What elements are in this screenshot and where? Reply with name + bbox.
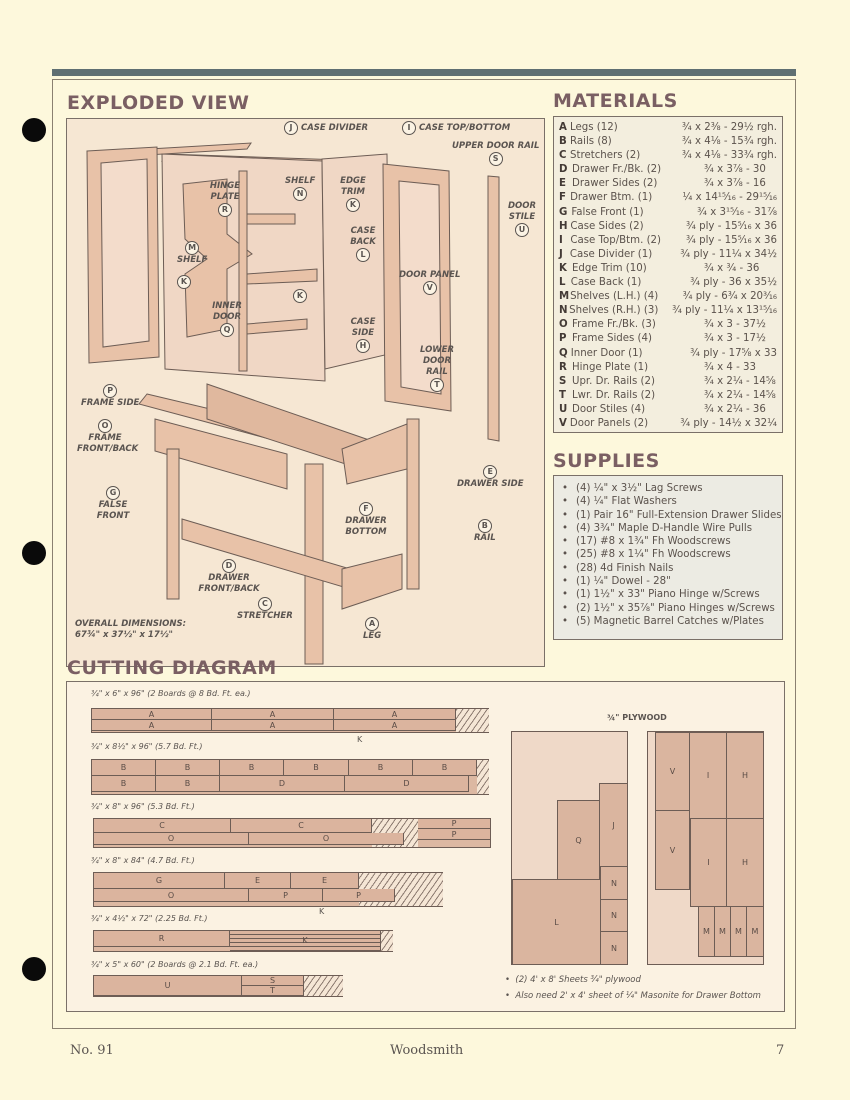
piece-k: K [230, 931, 381, 951]
material-dims: ¾ ply - 6¾ x 20³⁄₁₆ [682, 291, 777, 303]
cutting-diagram-title: CUTTING DIAGRAM [67, 657, 277, 679]
supplies-row [562, 495, 774, 508]
piece-b: B [349, 760, 413, 776]
piece-b: B [156, 760, 220, 776]
materials-row [559, 234, 777, 248]
material-dims: ¾ ply - 14½ x 32¼ [680, 417, 777, 429]
piece-m: M [714, 906, 731, 957]
material-name: Door Stiles (4) [572, 403, 646, 415]
callout-n: SHELF N [285, 176, 315, 201]
board-4-label: ¾" x 8" x 84" (4.7 Bd. Ft.) [91, 856, 195, 865]
bullet-icon: • [562, 576, 569, 588]
callout-t: LOWER DOOR RAIL T [412, 345, 462, 392]
plywood-note-2: • Also need 2' x 4' sheet of ¼" Masonite for Drawer Bottom [505, 991, 761, 1001]
piece-p: P [418, 819, 491, 829]
materials-row [559, 375, 777, 389]
piece-d: D [220, 776, 345, 792]
callout-k-middle: K [293, 289, 307, 303]
piece-b: B [284, 760, 349, 776]
material-letter: N [559, 305, 568, 317]
material-letter: O [559, 319, 568, 331]
board-1-label: ¾" x 6" x 96" (2 Boards @ 8 Bd. Ft. ea.) [91, 689, 251, 698]
supply-text: (28) 4d Finish Nails [576, 562, 674, 574]
piece-c: C [231, 819, 372, 833]
plywood-title: ¾" PLYWOOD [607, 713, 667, 722]
material-letter: M [559, 291, 570, 303]
bullet-icon: • [562, 615, 569, 627]
callout-e: E DRAWER SIDE [457, 467, 524, 489]
materials-row [559, 206, 777, 220]
material-letter: E [559, 178, 566, 190]
material-name: Upr. Dr. Rails (2) [572, 375, 655, 387]
material-letter: K [559, 262, 567, 274]
board-6-label: ¾" x 5" x 60" (2 Boards @ 2.1 Bd. Ft. ea.) [91, 960, 259, 969]
materials-row [559, 290, 777, 304]
piece-t: T [242, 986, 304, 996]
piece-b: B [92, 760, 156, 776]
material-dims: ¾ ply - 15⁵⁄₁₆ x 36 [686, 220, 777, 232]
material-letter: C [559, 150, 567, 162]
material-letter: T [559, 389, 566, 401]
piece-p: P [418, 829, 491, 840]
materials-row [559, 191, 777, 205]
materials-row [559, 121, 777, 135]
waste-area [381, 931, 393, 951]
supply-text: (4) ¼" x 3½" Lag Screws [576, 483, 703, 494]
materials-row [559, 318, 777, 332]
material-letter: U [559, 403, 568, 415]
materials-title: MATERIALS [553, 90, 678, 112]
bullet-icon: • [562, 522, 569, 534]
waste-area [477, 760, 489, 794]
material-letter: A [559, 122, 567, 133]
piece-a: A [334, 720, 456, 731]
callout-v: DOOR PANEL V [399, 270, 460, 295]
material-dims: ¾ x 3⅞ - 30 [704, 164, 766, 176]
callout-f: F DRAWER BOTTOM [345, 504, 387, 537]
piece-m: M [746, 906, 764, 957]
piece-n: N [600, 899, 628, 932]
piece-p: P [323, 889, 395, 902]
supply-text: (2) 1½" x 35⅞" Piano Hinges w/Screws [576, 602, 775, 614]
materials-row [559, 332, 777, 346]
material-letter: J [559, 248, 563, 260]
cutting-diagram [66, 681, 785, 1012]
materials-row [559, 403, 777, 417]
callout-b: B RAIL [474, 521, 496, 543]
materials-list [553, 116, 783, 433]
binder-hole-top [22, 118, 46, 142]
binder-hole-middle [22, 541, 46, 565]
header-rule [52, 69, 796, 76]
material-name: Frame Fr./Bk. (3) [572, 319, 656, 331]
materials-row [559, 177, 777, 191]
piece-b: B [92, 776, 156, 792]
board-4 [93, 872, 443, 907]
piece-c: C [94, 819, 231, 833]
piece-m: M [730, 906, 747, 957]
material-letter: V [559, 417, 567, 429]
plywood-sheet-2 [647, 731, 764, 965]
piece-v: V [655, 810, 690, 890]
supplies-row [562, 562, 774, 575]
piece-a: A [92, 720, 212, 731]
material-name: Case Sides (2) [570, 220, 644, 232]
piece-b: B [156, 776, 220, 792]
material-dims: ¾ ply - 17⅝ x 33 [690, 347, 777, 359]
materials-row [559, 389, 777, 403]
piece-n: N [600, 866, 628, 900]
material-name: Inner Door (1) [570, 347, 643, 359]
supply-text: (5) Magnetic Barrel Catches w/Plates [576, 615, 764, 627]
piece-b: B [220, 760, 284, 776]
piece-o: O [94, 833, 249, 845]
callout-r: HINGE PLATE R [207, 181, 243, 217]
piece-i: I [690, 818, 727, 907]
piece-p: P [249, 889, 323, 902]
piece-j: J [599, 783, 628, 867]
footer-page-number: 7 [776, 1043, 785, 1058]
k-pointer: K [319, 907, 325, 916]
supplies-row [562, 522, 774, 535]
board-1 [91, 708, 489, 733]
piece-a: A [212, 720, 334, 731]
bullet-icon: • [562, 602, 569, 614]
material-dims: ¾ x 2¼ - 14⅝ [704, 375, 776, 387]
piece-a: A [212, 709, 334, 720]
board-6 [93, 975, 343, 997]
callout-k-edge-trim: EDGE TRIM K [337, 176, 369, 212]
materials-row [559, 304, 777, 318]
plywood-sheet-1 [511, 731, 628, 965]
piece-o: O [94, 889, 249, 902]
waste-area [456, 709, 489, 732]
callout-h: CASE SIDE H [347, 317, 379, 353]
bullet-icon: • [562, 589, 569, 601]
material-name: Edge Trim (10) [572, 262, 647, 274]
supply-text: (17) #8 x 1¾" Fh Woodscrews [576, 536, 731, 548]
material-dims: ¼ x 14¹⁵⁄₁₆ - 29¹⁵⁄₁₆ [682, 192, 777, 204]
material-name: Drawer Sides (2) [572, 178, 658, 190]
piece-v: V [655, 732, 690, 811]
supplies-row [562, 602, 774, 615]
material-dims: ¾ x 4 - 33 [704, 361, 756, 373]
material-letter: P [559, 333, 567, 345]
material-dims: ¾ x ¾ - 36 [704, 262, 760, 274]
materials-row [559, 163, 777, 177]
material-name: Case Top/Btm. (2) [570, 234, 661, 246]
footer-issue: No. 91 [70, 1043, 114, 1058]
board-3 [93, 818, 491, 848]
supplies-row [562, 575, 774, 588]
material-name: Stretchers (2) [570, 150, 641, 162]
material-name: Case Back (1) [570, 277, 642, 289]
material-letter: Q [559, 347, 568, 359]
material-letter: L [559, 277, 566, 289]
piece-e: E [225, 873, 291, 889]
piece-q: Q [557, 800, 600, 880]
material-letter: H [559, 220, 568, 232]
supply-text: (4) 3¾" Maple D-Handle Wire Pulls [576, 522, 753, 534]
material-letter: S [559, 375, 567, 387]
materials-row [559, 135, 777, 149]
material-letter: G [559, 206, 568, 218]
callout-c: C STRETCHER [237, 599, 293, 621]
supplies-row [562, 615, 774, 628]
material-name: Case Divider (1) [569, 248, 653, 260]
materials-row [559, 276, 777, 290]
supplies-row [562, 482, 774, 495]
bullet-icon: • [562, 496, 569, 508]
callout-q: INNER DOOR Q [209, 301, 245, 337]
material-name: Frame Sides (4) [572, 333, 652, 345]
callout-o: O FRAME FRONT/BACK [77, 421, 139, 454]
material-name: False Front (1) [571, 206, 644, 218]
material-name: Door Panels (2) [569, 417, 649, 429]
piece-n: N [600, 931, 628, 965]
material-dims: ¾ ply - 11¼ x 13¹⁵⁄₁₆ [672, 305, 777, 317]
material-letter: B [559, 136, 567, 148]
material-dims: ¾ ply - 15⁵⁄₁₆ x 36 [686, 234, 777, 246]
board-2-label: ¾" x 8½" x 96" (5.7 Bd. Ft.) [91, 742, 203, 751]
supply-text: (4) ¼" Flat Washers [576, 496, 677, 508]
materials-row [559, 220, 777, 234]
callout-a: A LEG [363, 619, 382, 641]
k-pointer: K [357, 735, 363, 744]
piece-a: A [92, 709, 212, 720]
piece-d: D [345, 776, 469, 792]
piece-e: E [291, 873, 359, 889]
piece-g: G [94, 873, 225, 889]
material-name: Legs (12) [570, 122, 618, 133]
supply-text: (1) ¼" Dowel - 28" [576, 576, 671, 588]
material-letter: F [559, 192, 566, 204]
supply-text: (25) #8 x 1¼" Fh Woodscrews [576, 549, 731, 561]
materials-row [559, 417, 777, 431]
material-name: Shelves (R.H.) (3) [569, 305, 659, 317]
bullet-icon: • [562, 549, 569, 561]
board-5 [93, 930, 393, 952]
material-name: Hinge Plate (1) [572, 361, 649, 373]
plywood-note-1: • (2) 4' x 8' Sheets ¾" plywood [505, 975, 641, 985]
material-dims: ¾ ply - 36 x 35½ [690, 277, 777, 289]
callout-i: I CASE TOP/BOTTOM [402, 121, 510, 135]
piece-m: M [698, 906, 715, 957]
board-2 [91, 759, 489, 795]
board-3-label: ¾" x 8" x 96" (5.3 Bd. Ft.) [91, 802, 195, 811]
bullet-icon: • [562, 509, 569, 521]
bullet-icon: • [562, 562, 569, 574]
callout-l: CASE BACK L [347, 226, 379, 262]
piece-a: A [334, 709, 456, 720]
bullet-icon: • [562, 536, 569, 548]
supply-text: (1) Pair 16" Full-Extension Drawer Slides [576, 509, 782, 521]
material-name: Shelves (L.H.) (4) [570, 291, 659, 303]
supply-text: (1) 1½" x 33" Piano Hinge w/Screws [576, 589, 760, 601]
material-name: Lwr. Dr. Rails (2) [572, 389, 656, 401]
materials-row [559, 149, 777, 163]
binder-hole-bottom [22, 957, 46, 981]
supplies-title: SUPPLIES [553, 450, 660, 472]
callout-j: J CASE DIVIDER [284, 121, 368, 135]
board-5-label: ¾" x 4½" x 72" (2.25 Bd. Ft.) [91, 914, 208, 923]
callout-g: G FALSE FRONT [96, 488, 130, 521]
material-name: Drawer Fr./Bk. (2) [572, 164, 662, 176]
material-dims: ¾ x 3 - 37½ [704, 319, 766, 331]
callout-d: D DRAWER FRONT/BACK [198, 561, 260, 594]
material-name: Drawer Btm. (1) [570, 192, 653, 204]
materials-row [559, 347, 777, 361]
material-dims: ¾ x 3¹⁵⁄₁₆ - 31⅞ [697, 206, 777, 218]
supplies-row [562, 509, 782, 522]
bullet-icon: • [562, 483, 569, 494]
waste-area [304, 976, 343, 996]
overall-dimensions: OVERALL DIMENSIONS: 67¾" x 37½" x 17½" [75, 619, 186, 640]
piece-b: B [413, 760, 477, 776]
piece-r: R [94, 931, 230, 947]
exploded-view-title: EXPLODED VIEW [67, 92, 250, 114]
material-dims: ¾ ply - 11¼ x 34½ [680, 248, 777, 260]
material-dims: ¾ x 4⅛ - 33¾ rgh. [681, 150, 777, 162]
exploded-view-illustration [66, 118, 545, 667]
piece-h: H [726, 732, 764, 819]
material-letter: D [559, 164, 568, 176]
materials-row [559, 361, 777, 375]
supplies-row [562, 548, 774, 561]
piece-h: H [726, 818, 764, 907]
material-name: Rails (8) [570, 136, 612, 148]
callout-k-left: K [177, 275, 191, 289]
material-dims: ¾ x 3 - 17½ [704, 333, 766, 345]
material-dims: ¾ x 3⅞ - 16 [704, 178, 766, 190]
piece-i: I [689, 732, 727, 819]
piece-s: S [242, 976, 304, 986]
supplies-list [553, 475, 783, 640]
callout-s: UPPER DOOR RAIL S [452, 141, 539, 166]
materials-row [559, 248, 777, 262]
materials-row [559, 262, 777, 276]
material-dims: ¾ x 2¼ - 36 [704, 403, 766, 415]
piece-l: L [512, 879, 601, 965]
supplies-row [562, 535, 774, 548]
piece-o: O [249, 833, 404, 845]
callout-p: P FRAME SIDE [81, 386, 140, 408]
callout-u: DOOR STILE U [507, 201, 537, 237]
material-dims: ¾ x 2⅜ - 29½ rgh. [681, 122, 777, 133]
material-letter: I [559, 234, 563, 246]
supplies-row [562, 588, 774, 601]
material-dims: ¾ x 2¼ - 14⅝ [704, 389, 776, 401]
callout-m: M SHELF [177, 243, 208, 265]
material-dims: ¾ x 4⅛ - 15¾ rgh. [681, 136, 777, 148]
footer-magazine: Woodsmith [390, 1043, 464, 1058]
material-letter: R [559, 361, 567, 373]
piece-u: U [94, 976, 242, 996]
